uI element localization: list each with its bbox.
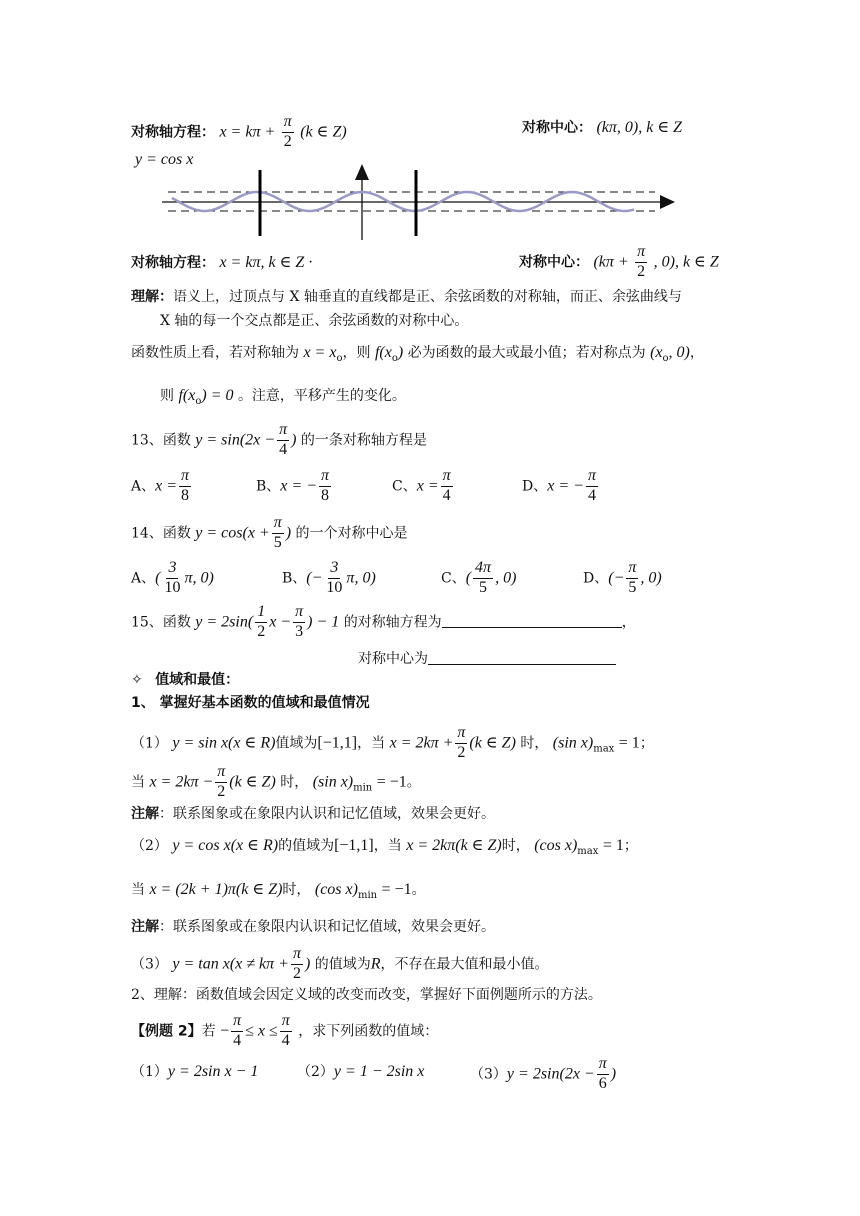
cos-center-line: 对称中心： (kπ + $\frac{\pi}{2}$ , 0), k ∈ Z <box>519 243 719 280</box>
range-item1: （1） y = sin x(x ∈ R)值域为[−1,1]，当 x = 2kπ + $\frac{\pi}{2}$ (k ∈ Z) 时， (sin $x)_{max} = 1$； <box>131 724 654 761</box>
q14-option-b[interactable]: B、(− $\frac{3}{10}$ π, 0) <box>282 559 376 596</box>
range-item3: （3） y = tan x(x ≠ kπ + $\frac{\pi}{2}$ ) 的值域为R，不存在最大值和最小值。 <box>131 945 549 982</box>
q15-axis-blank[interactable] <box>442 626 622 628</box>
sin-center-label: 对称中心： <box>522 120 592 136</box>
bullet-icon: ✧ <box>131 672 143 688</box>
graph-x-arrow <box>660 195 675 209</box>
graph-y-arrow <box>355 164 369 180</box>
q14-option-a[interactable]: A、( $\frac{3}{10}$ π, 0) <box>131 559 214 596</box>
sin-center-value: (kπ, 0), k ∈ Z <box>596 119 683 136</box>
cos-axis-label: 对称轴方程： <box>131 255 215 271</box>
q15-stem: 15、函数 y = 2sin( $\frac{1}{2}$ x − $\frac{\pi}{3}$ ) − 1 的对称轴方程为 ， <box>131 603 636 640</box>
sin-axis-label: 对称轴方程： <box>131 124 215 141</box>
cos-center-fraction: $\frac{\pi}{2}$ <box>637 243 646 280</box>
sin-axis-equation: x = kπ + <box>219 123 276 141</box>
q13-option-d[interactable]: D、x = − $\frac{\pi}{4}$ <box>522 467 596 504</box>
sin-axis-fraction: $\frac{\pi}{2}$ <box>283 113 292 150</box>
q14-stem: 14、函数 y = cos(x + $\frac{\pi}{5}$ ) 的一个对称中心是 <box>131 514 408 551</box>
q15-center-line: 对称中心为 <box>358 652 616 666</box>
q13-option-a[interactable]: A、x = $\frac{\pi}{8}$ <box>131 467 190 504</box>
range-item2: （2） y = cos x(x ∈ R)的值域为[−1,1]，当 x = 2kπ(k ∈ Z)时， (cos $x)_{max} = 1$； <box>131 837 638 857</box>
range-section2: 2、理解：函数值域会因定义域的改变而改变，掌握好下面例题所示的方法。 <box>131 987 602 1003</box>
understanding-label: 理解： <box>131 289 173 305</box>
cos-graph-label: y = cos x <box>135 151 194 168</box>
q13-option-b[interactable]: B、x = − $\frac{\pi}{8}$ <box>256 467 330 504</box>
cos-axis-line <box>131 255 312 271</box>
q15-center-blank[interactable] <box>428 663 616 665</box>
range-item1b: 当 x = 2kπ − $\frac{\pi}{2}$ (k ∈ Z) 时， (sin $x)_{min} = -1$。 <box>131 763 421 800</box>
sin-axis-condition: (k ∈ Z) <box>300 123 347 141</box>
understanding-line4: 则 $f(x_o) = 0$ 。注意，平移产生的变化。 <box>160 387 406 407</box>
range-note1: 注解：联系图象或在象限内认识和记忆值域，效果会更好。 <box>131 806 495 822</box>
q14-option-d[interactable]: D、(− $\frac{\pi}{5}$ , 0) <box>583 559 662 596</box>
understanding-line3: 函数性质上看，若对称轴为 $x = x_o$，则 $f(x_o)$ 必为函数的最大或最小值；若对称点为 ($x_o$, 0)， <box>131 344 704 364</box>
range-note2: 注解：联系图象或在象限内认识和记忆值域，效果会更好。 <box>131 919 495 935</box>
q14-option-c[interactable]: C、( $\frac{4\pi}{5}$ , 0) <box>441 559 517 596</box>
example2-f1: （1）y = 2sin x − 1 <box>131 1063 259 1080</box>
cos-center-label: 对称中心： <box>519 254 589 271</box>
q13-option-c[interactable]: C、x = $\frac{\pi}{4}$ <box>392 467 451 504</box>
understanding-line2: X 轴的每一个交点都是正、余弦函数的对称中心。 <box>160 313 469 329</box>
understanding-line1: 理解：语义上，过顶点与 X 轴垂直的直线都是正、余弦函数的对称轴，而正、余弦曲线与 <box>131 289 682 305</box>
range-item2b: 当 x = (2k + 1)π(k ∈ Z)时， (cos $x)_{min} = -1$。 <box>131 881 426 901</box>
range-subtitle: 1、 掌握好基本函数的值域和最值情况 <box>131 695 370 711</box>
example2-f3: （3）y = 2sin(2x − $\frac{\pi}{6}$ ) <box>470 1055 617 1092</box>
q13-stem: 13、函数 y = sin(2x − $\frac{\pi}{4}$ ) 的一条对称轴方程是 <box>131 421 427 458</box>
example2-f2: （2）y = 1 − 2sin x <box>297 1063 425 1080</box>
cos-axis-equation: x = kπ, k ∈ Z · <box>219 254 313 271</box>
example2-stem: 【例题 2】若 − $\frac{\pi}{4}$ ≤ x ≤ $\frac{\pi}{4}$ ，求下列函数的值域： <box>131 1012 439 1049</box>
range-heading: ✧ 值域和最值： <box>131 672 240 688</box>
